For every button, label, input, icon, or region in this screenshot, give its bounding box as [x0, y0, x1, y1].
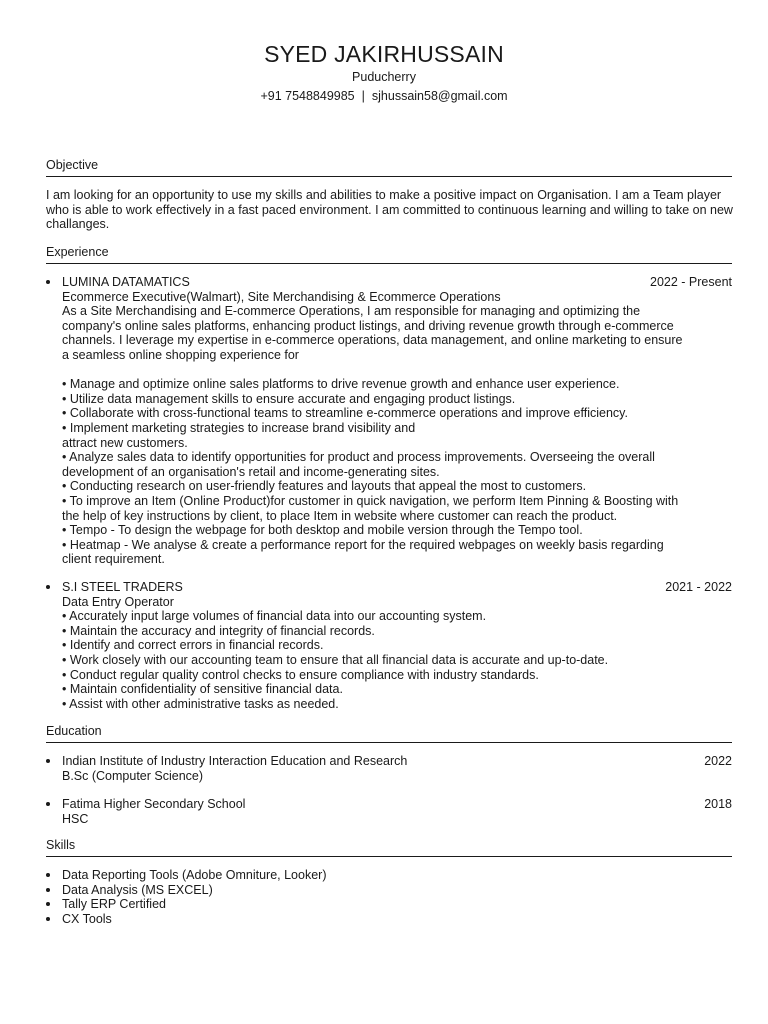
employment-dates: 2022 - Present: [650, 275, 732, 289]
section-heading-education: Education: [46, 724, 732, 743]
experience-description: [62, 595, 732, 712]
objective-text: I am looking for an opportunity to use my skills and abilities to make a positive impact on Organisation. I am a Team player who is able to work effectively in a fast paced environment. I am committed to continuous learning and willing to take on new challanges.: [46, 188, 733, 232]
experience-entry: [46, 580, 732, 711]
bullet-dot: [46, 280, 50, 284]
graduation-year: 2022: [704, 754, 732, 768]
graduation-year: 2018: [704, 797, 732, 811]
bullet-dot: [46, 917, 50, 921]
skill-label: Tally ERP Certified: [62, 897, 166, 912]
section-heading-objective: Objective: [46, 158, 732, 177]
description-line: • Accurately input large volumes of financial data into our accounting system.: [62, 609, 487, 624]
description-line: • Analyze sales data to identify opportunities for product and process improvements. Overseeing the overall: [62, 450, 655, 465]
description-line: • Conducting research on user-friendly features and layouts that appeal the most to customers.: [62, 479, 587, 494]
section-heading-skills: Skills: [46, 838, 732, 857]
bullet-dot: [46, 873, 50, 877]
bullet-dot: [46, 802, 50, 806]
education-entry: [46, 754, 732, 783]
description-line: • Work closely with our accounting team to ensure that all financial data is accurate and up-to-date.: [62, 652, 609, 667]
education-entry: [46, 797, 732, 826]
description-line: • Maintain confidentiality of sensitive financial data.: [62, 682, 343, 697]
description-line: development of an organisation's retail and income-generating sites.: [62, 464, 440, 479]
employment-dates: 2021 - 2022: [665, 580, 732, 594]
description-line: As a Site Merchandising and E-commerce Operations, I am responsible for managing and optimizing the: [62, 304, 641, 319]
skills-list: [46, 868, 732, 926]
description-line: • Implement marketing strategies to increase brand visibility and: [62, 420, 416, 435]
description-line: • Assist with other administrative tasks as needed.: [62, 696, 339, 711]
section-heading-experience: Experience: [46, 245, 732, 264]
description-line: Data Entry Operator: [62, 594, 174, 609]
description-line: a seamless online shopping experience for: [62, 347, 299, 362]
skill-label: Data Analysis (MS EXCEL): [62, 882, 213, 897]
description-line: • Manage and optimize online sales platforms to drive revenue growth and enhance user experience.: [62, 377, 620, 392]
description-line: • Maintain the accuracy and integrity of financial records.: [62, 623, 375, 638]
experience-description: [62, 290, 732, 567]
description-line: the help of key instructions by client, to place Item in website where customer can reach the product.: [62, 508, 618, 523]
description-line: channels. I leverage my expertise in e-commerce operations, data management, and online marketing to ensure: [62, 333, 683, 348]
phone-number: +91 7548849985: [260, 89, 355, 103]
skill-label: CX Tools: [62, 911, 112, 926]
description-line: • Utilize data management skills to ensure accurate and engaging product listings.: [62, 391, 516, 406]
description-line: • Tempo - To design the webpage for both desktop and mobile version through the Tempo tool.: [62, 523, 583, 538]
bullet-dot: [46, 759, 50, 763]
skill-item: [46, 897, 732, 912]
degree-name: HSC: [62, 811, 89, 826]
description-line: • Conduct regular quality control checks to ensure compliance with industry standards.: [62, 667, 539, 682]
skill-item: [46, 883, 732, 898]
bullet-dot: [46, 902, 50, 906]
description-line: company's online sales platforms, enhancing product listings, and driving revenue growth through e-commerce: [62, 318, 674, 333]
bullet-dot: [46, 888, 50, 892]
description-line: • Heatmap - We analyse & create a performance report for the required webpages on weekly basis regarding: [62, 537, 664, 552]
company-name: LUMINA DATAMATICS: [62, 275, 190, 289]
candidate-name: SYED JAKIRHUSSAIN: [264, 41, 504, 67]
skill-item: [46, 868, 732, 883]
institution-name: Fatima Higher Secondary School: [62, 797, 246, 811]
description-line: • Collaborate with cross-functional teams to streamline e-commerce operations and improve efficiency.: [62, 406, 628, 421]
email-address: sjhussain58@gmail.com: [371, 89, 508, 103]
blank-line: [62, 363, 732, 378]
contact-line: [0, 88, 768, 104]
company-name: S.I STEEL TRADERS: [62, 580, 183, 594]
experience-entry: [46, 275, 732, 567]
skill-label: Data Reporting Tools (Adobe Omniture, Looker): [62, 868, 327, 882]
description-line: Ecommerce Executive(Walmart), Site Merchandising & Ecommerce Operations: [62, 289, 501, 304]
degree-name: B.Sc (Computer Science): [62, 768, 204, 783]
skill-item: [46, 912, 732, 927]
institution-name: Indian Institute of Industry Interaction Education and Research: [62, 754, 408, 768]
bullet-dot: [46, 585, 50, 589]
description-line: attract new customers.: [62, 435, 188, 450]
candidate-location: Puducherry: [352, 70, 416, 84]
description-line: client requirement.: [62, 552, 165, 567]
description-line: • To improve an Item (Online Product)for customer in quick navigation, we perform Item Pinning & Boosting with: [62, 493, 679, 508]
description-line: • Identify and correct errors in financial records.: [62, 638, 324, 653]
contact-separator: |: [361, 89, 365, 103]
